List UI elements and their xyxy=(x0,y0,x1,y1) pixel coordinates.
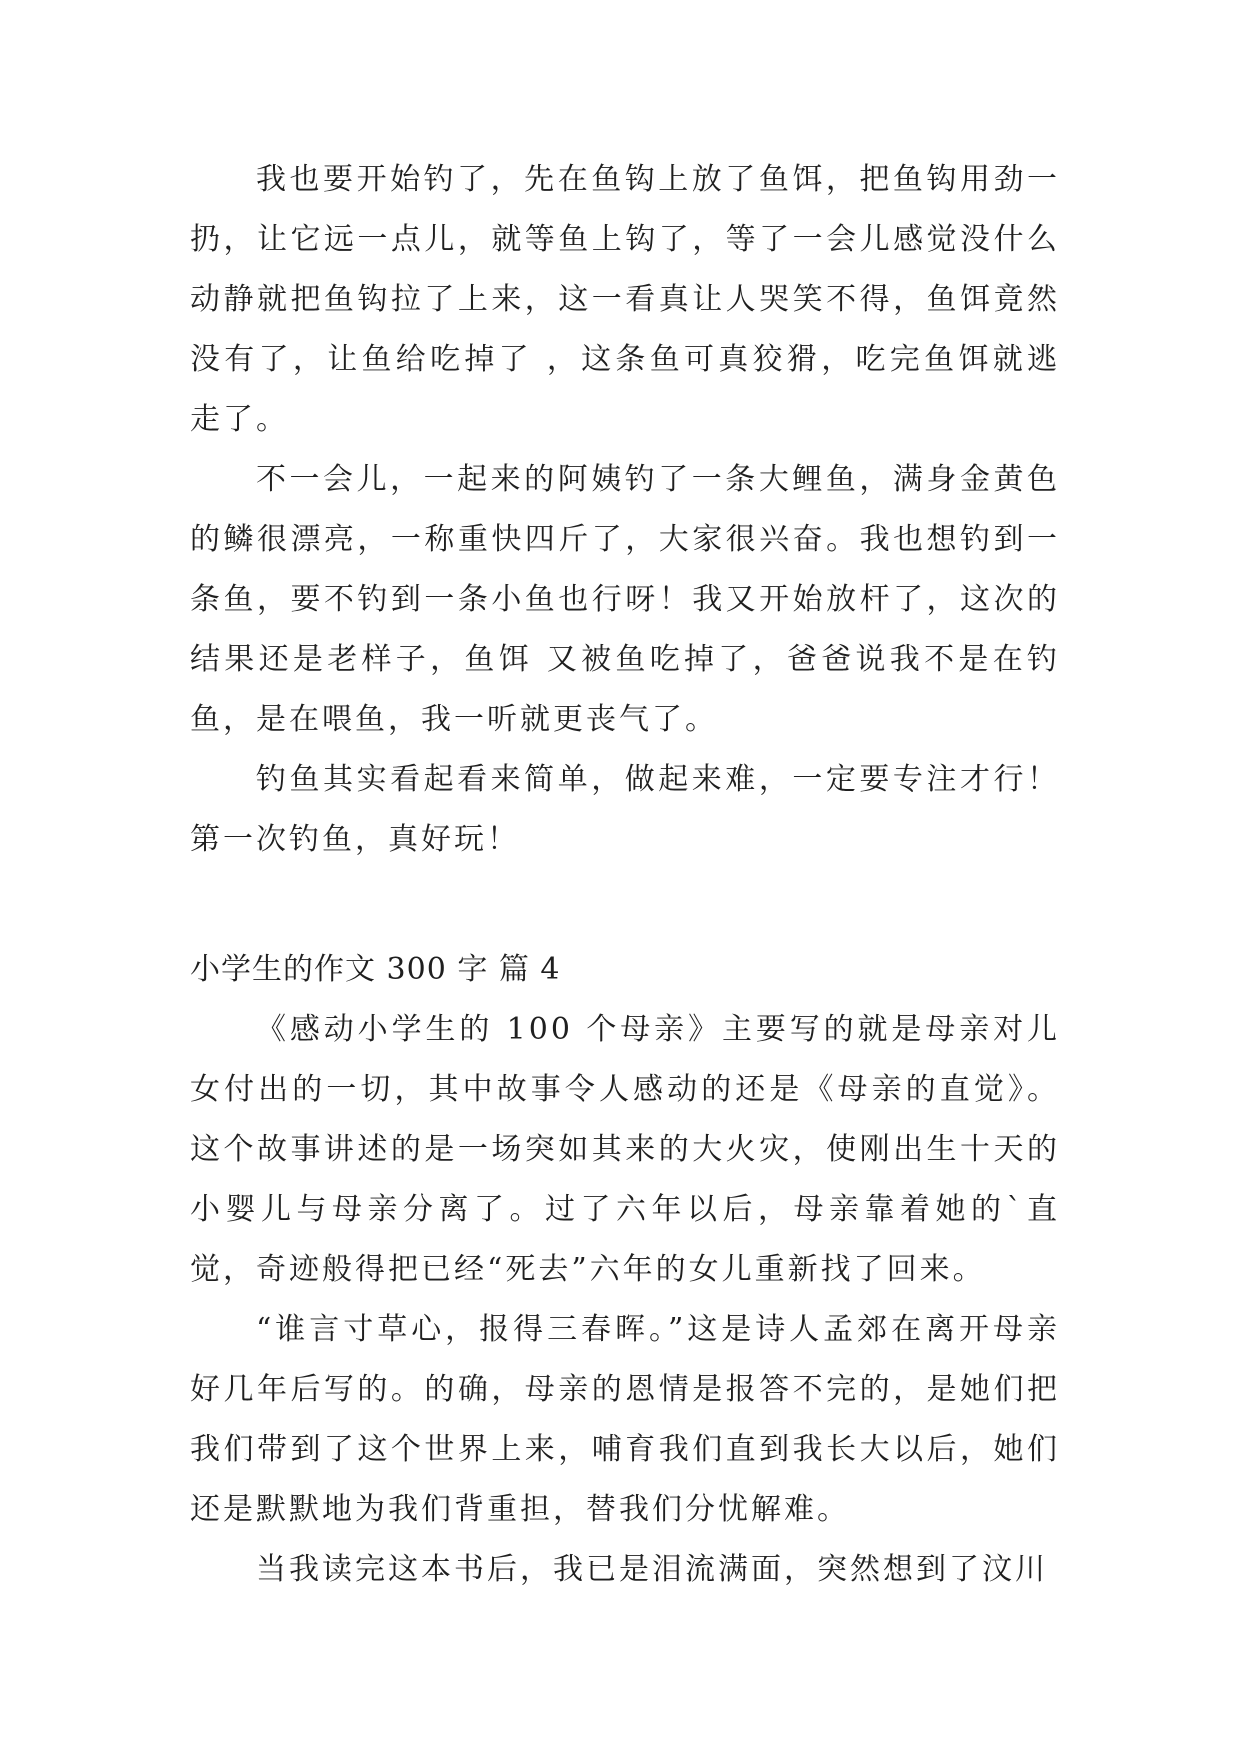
paragraph-aunt-carp: 不一会儿，一起来的阿姨钓了一条大鲤鱼，满身金黄色的鳞很漂亮，一称重快四斤了，大家很兴奋。我也想钓到一条鱼，要不钓到一条小鱼也行呀！我又开始放杆了，这次的结果还是老样子，鱼饵 又被鱼吃掉了，爸爸说我不是在钓鱼，是在喂鱼，我一听就更丧气了。 xyxy=(190,462,1060,737)
paragraph-book-intro: 《感动小学生的 100 个母亲》主要写的就是母亲对儿女付出的一切，其中故事令人感动的还是《母亲的直觉》。这个故事讲述的是一场突如其来的大火灾，使刚出生十天的小婴儿与母亲分离了。过了六年以后，母亲靠着她的`直觉，奇迹般得把已经“死去”六年的女儿重新找了回来。 xyxy=(190,1012,1060,1287)
paragraph-fishing-conclusion: 钓鱼其实看起看来简单，做起来难，一定要专注才行！第一次钓鱼，真好玩！ xyxy=(190,762,1060,857)
section-heading: 小学生的作文 300 字 篇 4 xyxy=(190,952,561,987)
paragraph-poem-quote: “谁言寸草心，报得三春晖。”这是诗人孟郊在离开母亲好几年后写的。的确，母亲的恩情是报答不完的，是她们把我们带到了这个世界上来，哺育我们直到我长大以后，她们还是默默地为我们背重担，替我们分忧解难。 xyxy=(190,1312,1060,1527)
paragraph-after-reading: 当我读完这本书后，我已是泪流满面，突然想到了汶川 xyxy=(256,1552,1048,1587)
document-body xyxy=(190,150,1060,1600)
paragraph-fishing-attempt: 我也要开始钓了，先在鱼钩上放了鱼饵，把鱼钩用劲一扔，让它远一点儿，就等鱼上钩了，等了一会儿感觉没什么动静就把鱼钩拉了上来，这一看真让人哭笑不得，鱼饵竟然没有了，让鱼给吃掉了 ，这条鱼可真狡猾，吃完鱼饵就逃走了。 xyxy=(190,162,1060,437)
